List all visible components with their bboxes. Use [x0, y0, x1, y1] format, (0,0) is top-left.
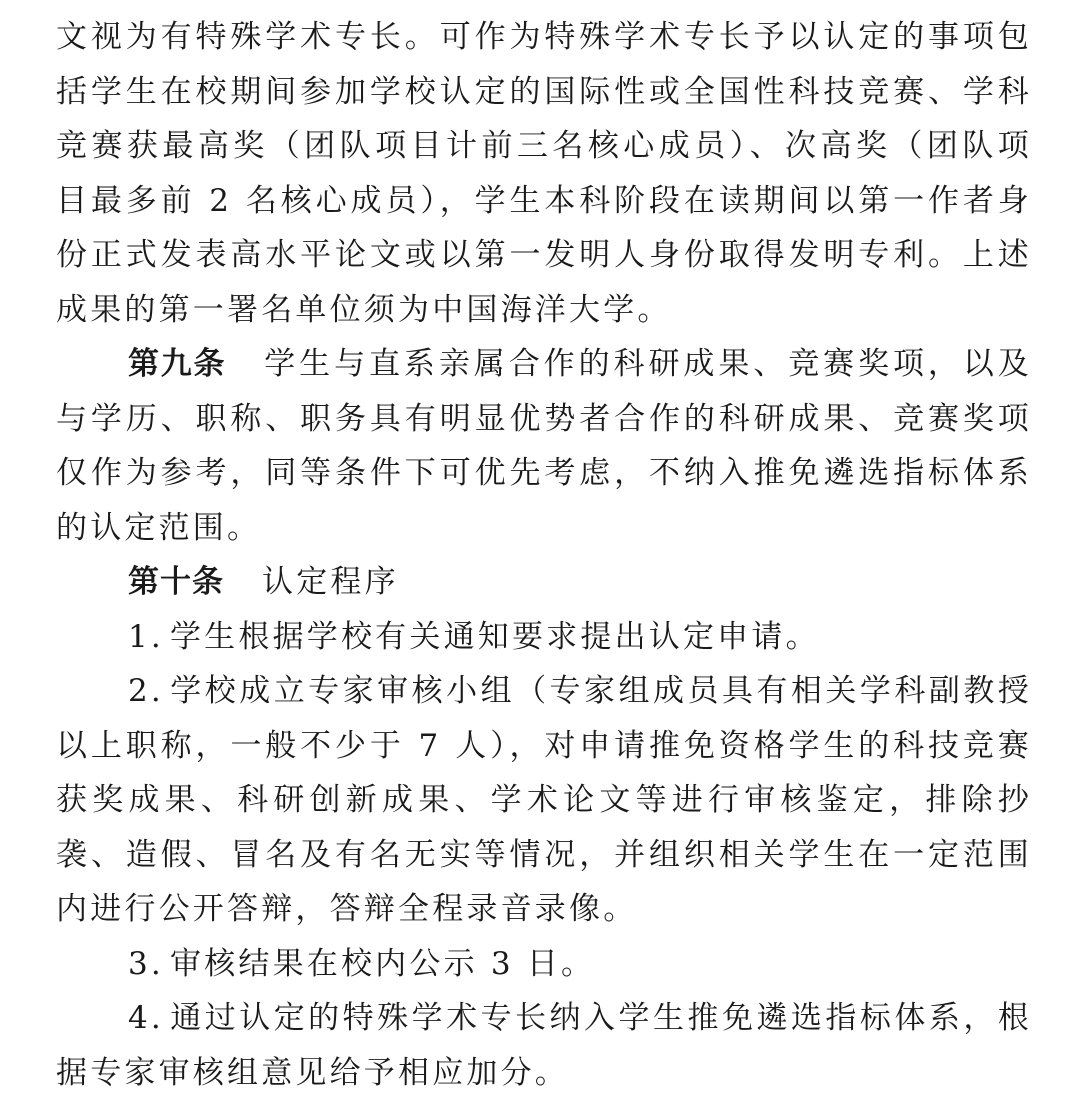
list-item-text: 学生根据学校有关通知要求提出认定申请。	[169, 618, 820, 655]
list-item-text: 通过认定的特殊学术专长纳入学生推免遴选指标体系，根据专家审核组意见给予相应加分。	[56, 1000, 1032, 1091]
article-9-heading: 第九条	[128, 346, 227, 382]
article-9-body: 学生与直系亲属合作的科研成果、竞赛奖项，以及与学历、职称、职务具有明显优势者合作的科研成果、竞赛奖项仅作为参考，同等条件下可优先考虑，不纳入推免遴选指标体系的认定范围。	[56, 346, 1032, 546]
list-item	[56, 991, 1032, 1100]
list-item-text: 审核结果在校内公示 3 日。	[169, 945, 596, 982]
article-9	[56, 337, 1032, 555]
list-item-number: 4.	[128, 1000, 164, 1036]
list-item	[56, 937, 1032, 992]
list-item-number: 3.	[128, 945, 164, 982]
article-10	[56, 555, 1032, 610]
list-item	[56, 610, 1032, 665]
list-item-number: 1.	[128, 618, 164, 655]
article-10-heading: 第十条	[128, 564, 224, 600]
list-item-number: 2.	[128, 673, 164, 709]
paragraph-continuation: 文视为有特殊学术专长。可作为特殊学术专长予以认定的事项包括学生在校期间参加学校认定的国际性或全国性科技竞赛、学科竞赛获最高奖（团队项目计前三名核心成员）、次高奖（团队项目最多前 2 名核心成员），学生本科阶段在读期间以第一作者身份正式发表高水平论文或以第一发明人身份取得发明专利。上述成果的第一署名单位须为中国海洋大学。	[56, 19, 1032, 328]
list-item	[56, 664, 1032, 937]
list-item-text: 学校成立专家审核小组（专家组成员具有相关学科副教授以上职称，一般不少于 7 人），对申请推免资格学生的科技竞赛获奖成果、科研创新成果、学术论文等进行审核鉴定，排除抄袭、造假、冒名及有名无实等情况，并组织相关学生在一定范围内进行公开答辩，答辩全程录音录像。	[56, 673, 1032, 927]
article-10-body: 认定程序	[262, 564, 399, 600]
